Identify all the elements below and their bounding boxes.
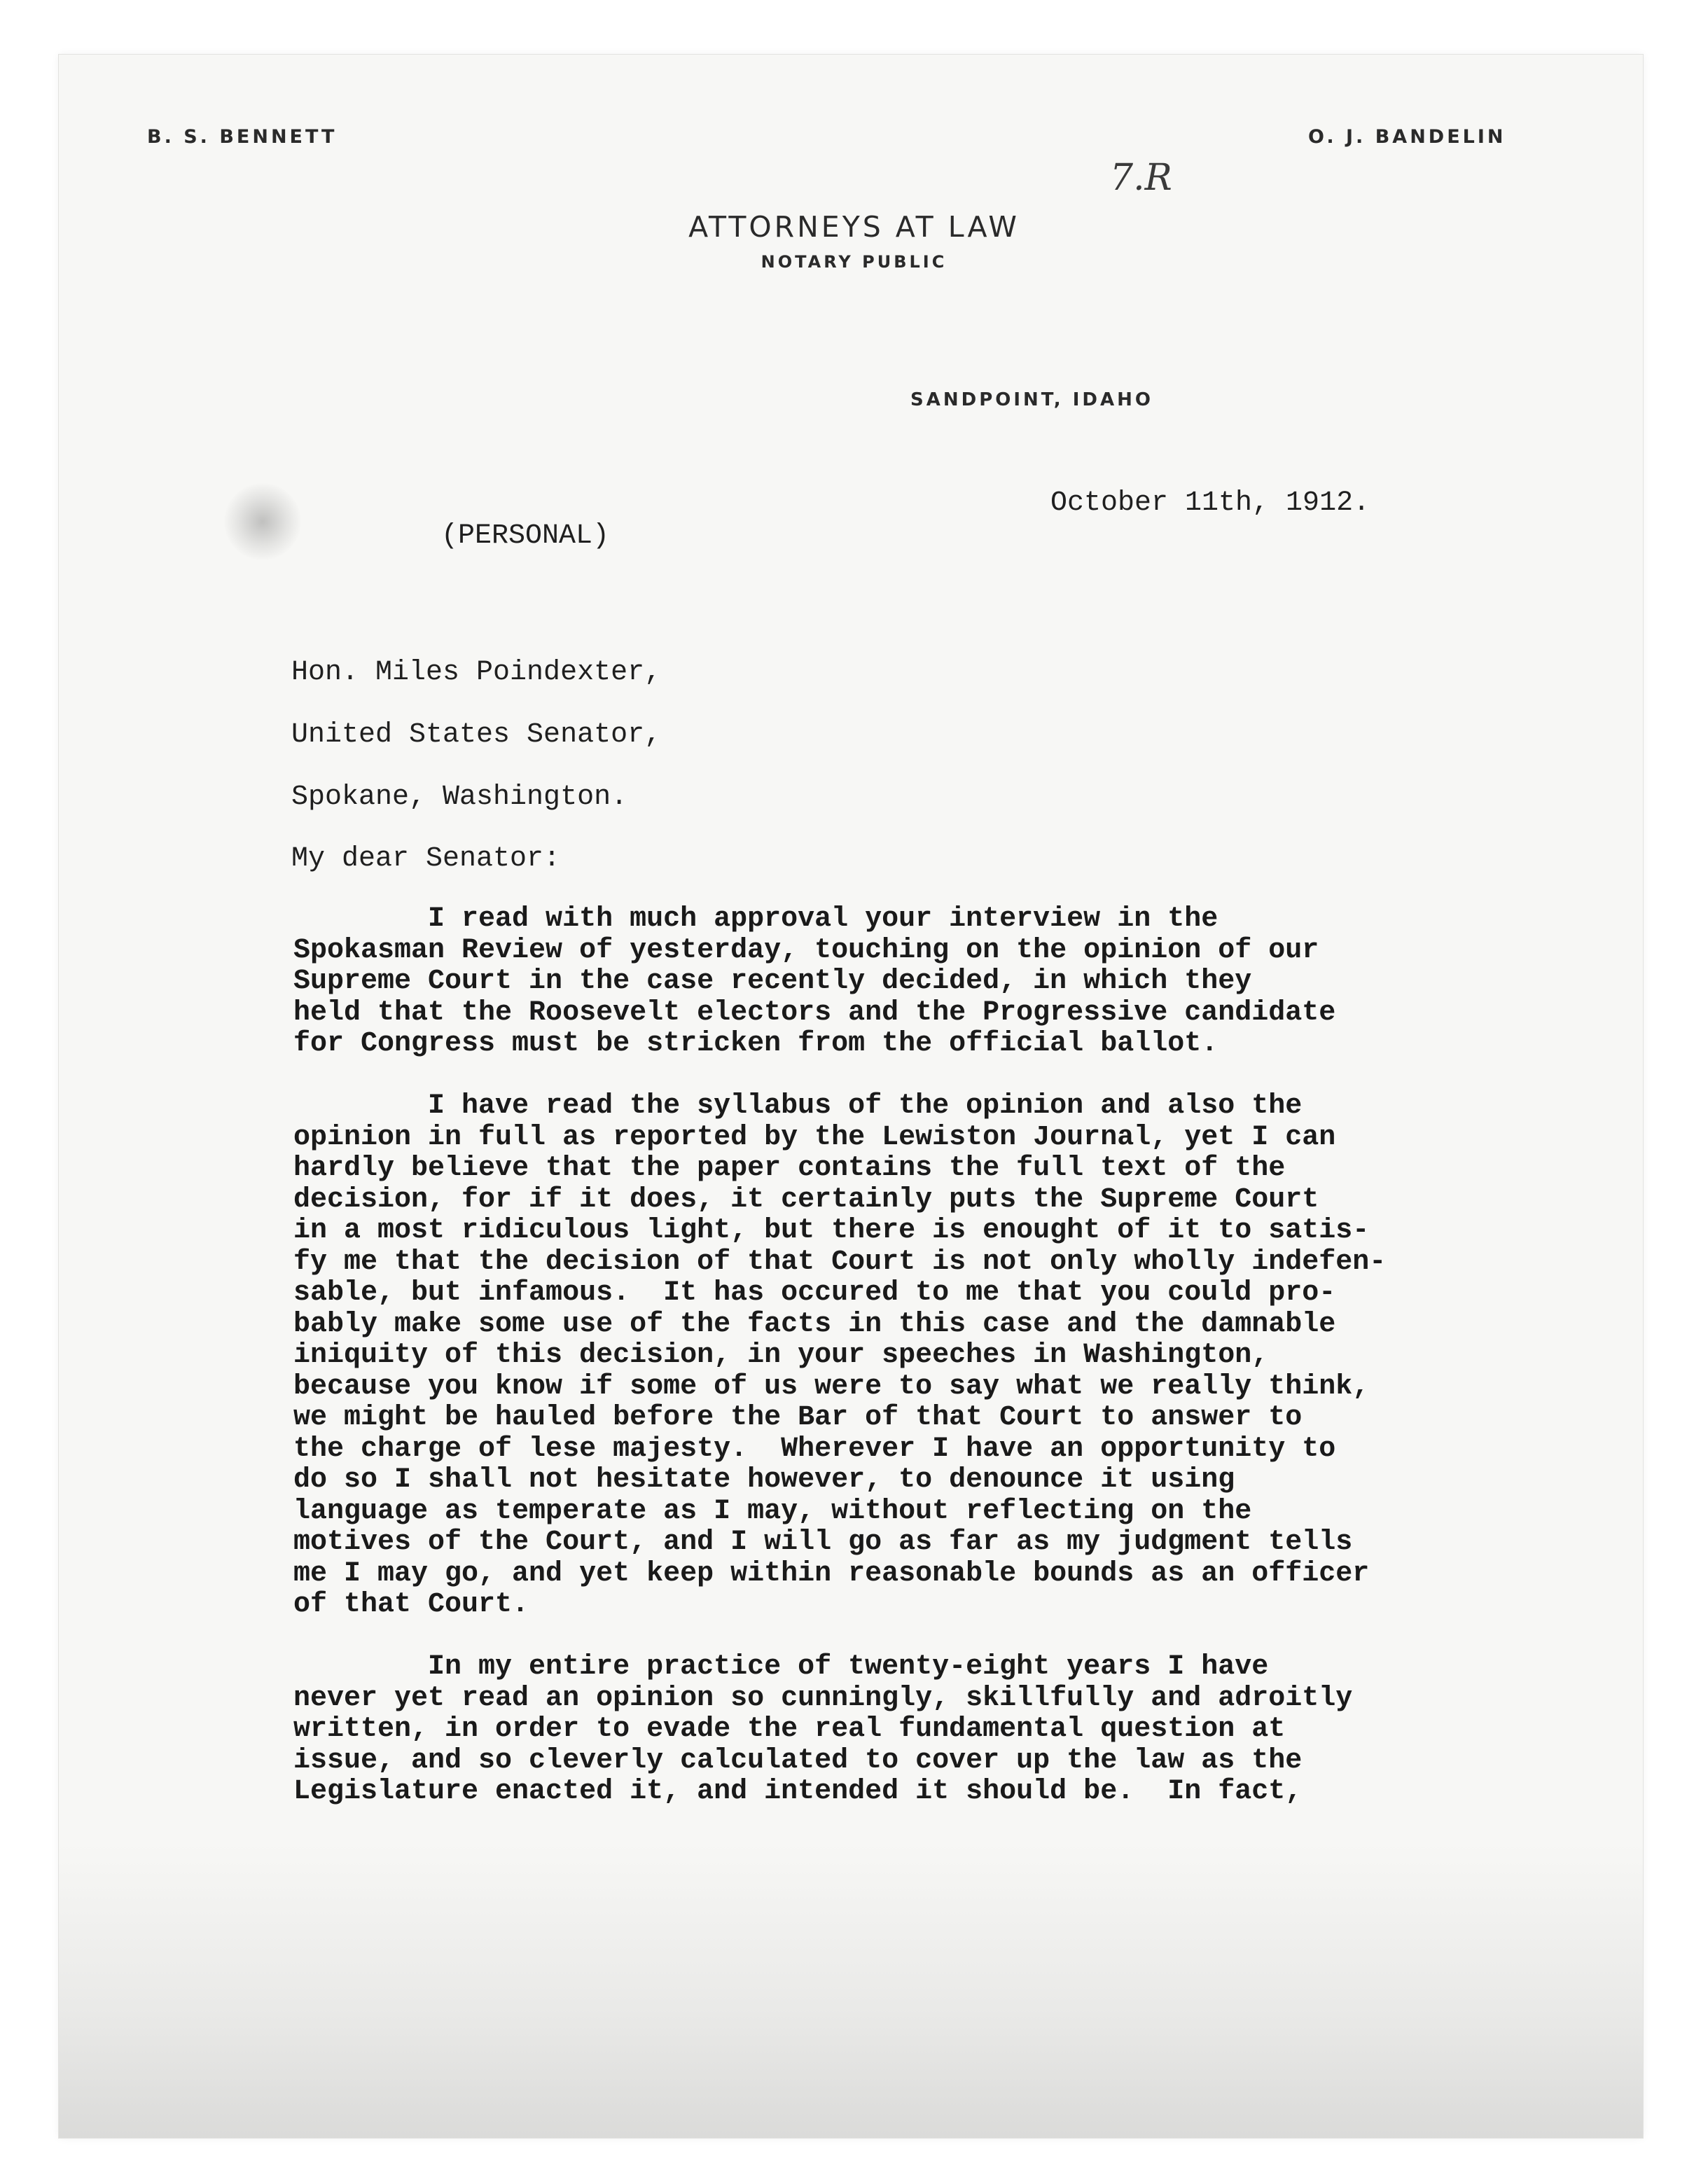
- notary-subtitle: NOTARY PUBLIC: [761, 252, 947, 272]
- ink-smudge: [224, 483, 301, 560]
- body-line: Legislature enacted it, and intended it should be. In fact,: [293, 1776, 1303, 1807]
- body-line: me I may go, and yet keep within reasonable bounds as an officer: [293, 1557, 1370, 1590]
- body-line: bably make some use of the facts in this case and the damnable: [293, 1308, 1336, 1340]
- body-line: because you know if some of us were to say what we really think,: [293, 1370, 1370, 1403]
- body-line: hardly believe that the paper contains the full text of the: [293, 1153, 1286, 1184]
- address-line: United States Senator,: [291, 719, 662, 751]
- partner-name-right: O. J. BANDELIN: [1308, 126, 1506, 148]
- personal-marking: (PERSONAL): [441, 520, 610, 552]
- body-line: of that Court.: [293, 1589, 529, 1620]
- letter-date: October 11th, 1912.: [1050, 487, 1370, 519]
- body-line: for Congress must be stricken from the official ballot.: [293, 1028, 1218, 1059]
- body-line: I have read the syllabus of the opinion and also the: [293, 1090, 1303, 1122]
- body-line: issue, and so cleverly calculated to cover up the law as the: [293, 1744, 1303, 1777]
- letterhead-city: SANDPOINT, IDAHO: [910, 389, 1153, 410]
- body-line: I read with much approval your interview in the: [293, 903, 1218, 935]
- partner-name-left: B. S. BENNETT: [147, 126, 338, 148]
- body-line: in a most ridiculous light, but there is enought of it to satis-: [293, 1215, 1370, 1246]
- body-line: motives of the Court, and I will go as far as my judgment tells: [293, 1527, 1353, 1558]
- salutation: My dear Senator:: [291, 843, 561, 875]
- body-line: opinion in full as reported by the Lewiston Journal, yet I can: [293, 1121, 1336, 1153]
- body-line: never yet read an opinion so cunningly, skillfully and adroitly: [293, 1682, 1353, 1714]
- body-line: decision, for if it does, it certainly puts the Supreme Court: [293, 1183, 1319, 1216]
- body-line: fy me that the decision of that Court is not only wholly indefen-: [293, 1246, 1387, 1278]
- body-line: we might be hauled before the Bar of that Court to answer to: [293, 1402, 1303, 1433]
- handwritten-file-mark: 7.R: [1110, 157, 1172, 199]
- body-line: sable, but infamous. It has occured to me that you could pro-: [293, 1277, 1336, 1309]
- body-line: Spokasman Review of yesterday, touching on the opinion of our: [293, 934, 1319, 966]
- body-line: do so I shall not hesitate however, to denounce it using: [293, 1464, 1235, 1496]
- body-line: written, in order to evade the real fundamental question at: [293, 1714, 1286, 1745]
- body-line: the charge of lese majesty. Wherever I have an opportunity to: [293, 1433, 1336, 1465]
- body-line: Supreme Court in the case recently decided, in which they: [293, 966, 1252, 997]
- address-line: Spokane, Washington.: [291, 781, 628, 813]
- body-line: held that the Roosevelt electors and the Progressive candidate: [293, 996, 1336, 1029]
- firm-title: ATTORNEYS AT LAW: [688, 210, 1020, 244]
- body-line: iniquity of this decision, in your speeches in Washington,: [293, 1340, 1269, 1371]
- body-line: language as temperate as I may, without reflecting on the: [293, 1495, 1252, 1527]
- address-line: Hon. Miles Poindexter,: [291, 657, 662, 688]
- body-line: In my entire practice of twenty-eight years I have: [293, 1651, 1269, 1683]
